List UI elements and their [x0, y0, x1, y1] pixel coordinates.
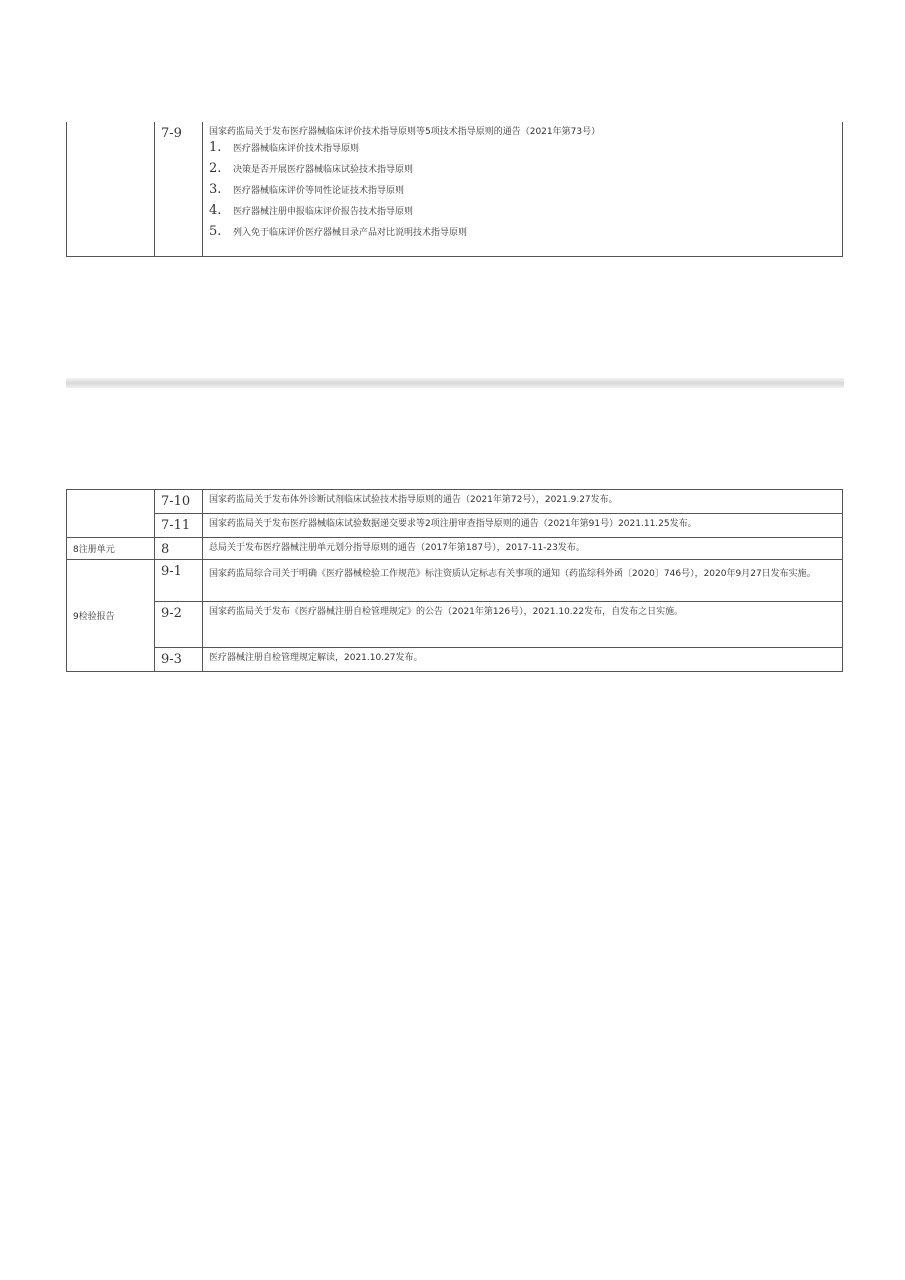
list-number: 4. [209, 203, 222, 218]
item-code: 9-2 [155, 602, 203, 648]
list-number: 1. [209, 140, 222, 155]
table-row [67, 602, 843, 648]
list-text: 决策是否开展医疗器械临床试验技术指导原则 [233, 165, 414, 175]
category-cell [67, 490, 155, 538]
regulation-table-bottom [66, 489, 843, 672]
list-item [209, 205, 842, 226]
list-text: 医疗器械注册申报临床评价报告技术指导原则 [233, 207, 414, 217]
list-number: 3. [209, 182, 222, 197]
item-title: 国家药监局关于发布医疗器械临床评价技术指导原则等5项技术指导原则的通告（2021年第73号） [209, 127, 601, 137]
regulation-table-top [66, 122, 843, 257]
item-code: 7-11 [155, 514, 203, 538]
item-text: 国家药监局关于发布医疗器械临床试验数据递交要求等2项注册审查指导原则的通告（2021年第91号）2021.11.25发布。 [203, 514, 843, 538]
item-text: 国家药监局关于发布体外诊断试剂临床试验技术指导原则的通告（2021年第72号），2021.9.27发布。 [203, 490, 843, 514]
table-row [67, 490, 843, 514]
list-item [209, 142, 842, 163]
item-code: 7-9 [155, 122, 203, 256]
item-text: 总局关于发布医疗器械注册单元划分指导原则的通告（2017年第187号），2017-11-23发布。 [203, 538, 843, 560]
list-number: 5. [209, 224, 222, 239]
list-text: 医疗器械临床评价等同性论证技术指导原则 [233, 186, 405, 196]
table-row [67, 122, 843, 256]
category-cell [67, 122, 155, 256]
item-text: 国家药监局关于发布《医疗器械注册自检管理规定》的公告（2021年第126号），2021.10.22发布，自发布之日实施。 [203, 602, 843, 648]
sub-item-list [209, 142, 842, 247]
item-text: 医疗器械注册自检管理规定解读，2021.10.27发布。 [203, 648, 843, 672]
category-label: 9检验报告 [67, 560, 155, 672]
list-item [209, 163, 842, 184]
item-code: 9-1 [155, 560, 203, 602]
list-item [209, 184, 842, 205]
item-code: 7-10 [155, 490, 203, 514]
list-number: 2. [209, 161, 222, 176]
table-row [67, 648, 843, 672]
table-row [67, 538, 843, 560]
item-code: 8 [155, 538, 203, 560]
item-text: 国家药监局综合司关于明确《医疗器械检验工作规范》标注资质认定标志有关事项的通知（药监综科外函〔2020〕746号），2020年9月27日发布实施。 [203, 560, 843, 602]
list-text: 医疗器械临床评价技术指导原则 [233, 144, 360, 154]
list-item [209, 226, 842, 247]
list-text: 列入免于临床评价医疗器械目录产品对比说明技术指导原则 [233, 228, 468, 238]
table-row [67, 560, 843, 602]
page-divider [66, 378, 844, 388]
item-code: 9-3 [155, 648, 203, 672]
item-content [203, 122, 843, 256]
category-label: 8注册单元 [67, 538, 155, 560]
table-row [67, 514, 843, 538]
